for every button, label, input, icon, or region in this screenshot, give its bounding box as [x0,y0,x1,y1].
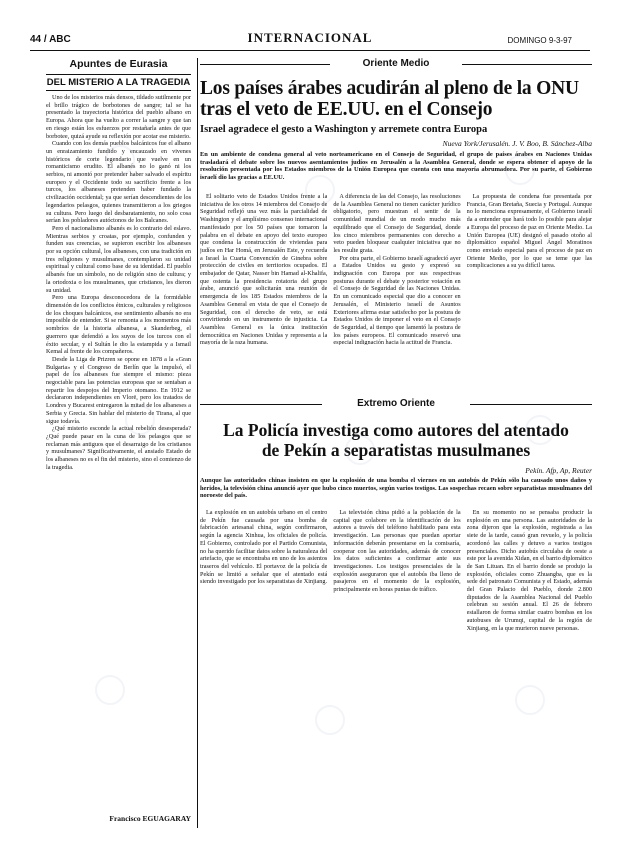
article1-column [333,193,460,345]
article2-column [467,509,592,807]
article1-headline: Los países árabes acudirán al pleno de la ONU tras el veto de EE.UU. en el Consejo [200,78,579,120]
page-number: 44 / ABC [30,34,71,45]
sidebar-paragraph: Uno de los misterios más densos, tildado sutilmente por el brillo trágico de borbotones de sangre; tal se ha presentado la trayectoria histórica del pueblo albano en Europa. Ahora que ha vuelto a correr la sangre y que tan en riesgo están los esfuerzos por restañarla antes de que borbotee, quizá ayude su reflexión por acotar ese misterio. [46,94,191,140]
article1-paragraph: La propuesta de condena fue presentada por Francia, Gran Bretaña, Suecia y Portugal. Aunque no lo menciona expresamente, el Gobierno israelí da a entender que hará todo lo posible para alejar a Europa del proceso de paz en Oriente Medio. La Unión Europea (UE) designó el pasado otoño al diplomático español Miguel Ángel Moratinos como enviado especial para el proceso de paz en Oriente Medio, por lo que se teme que las complicaciones a su ya difícil tarea. [466,193,592,270]
sidebar-body [46,94,191,812]
article2-paragraph: La explosión en un autobús urbano en el centro de Pekín fue causada por una bomba de fabricación artesanal china, según confirmaron, según la agencia Xinhua, los oficiales de policía. El Gobierno, controlado por el Partido Comunista, no ha querido facilitar datos sobre la naturaleza del artefacto, que se encontraba en uno de los asientos traseros del vehículo. El portavoz de la policía de Pekín se limitó a señalar que el atentado está siendo investigado por los separatistas de Xinjiang. [200,509,328,586]
sidebar-paragraph: Pero una Europa desconocedora de la formidable dimensión de los conflictos étnicos, culturales y religiosos de los choques balcánicos, ese sentimiento albanés no era imposible de entender. Si se remonta a los momentos más sombríos de la historia albanesa, a Skanderbeg, el guerrero que defendió a los suyos de los turcos con el éxito secular, y el Sultán le dio la estampida y a Ismail Kemal al frente de los compañeros. [46,294,191,356]
article2-paragraph: La televisión china pidió a la población de la capital que colabore en la identificación de los autores a través del teléfono habilitado para esta investigación. Las personas que puedan aportar información deberán presentarse en la comisaría, cooperar con las autoridades, además de conocer los datos suficientes a confirmar ante sus investigaciones. Los testigos presenciales de la explosión aseguraron que el autobús iba lleno de pasajeros en el momento de la explosión, principalmente en horas puntas de tráfico. [333,509,461,594]
sidebar-paragraph: Pero el nacionalismo albanés es lo contrario del eslavo. Mientras serbios y croatas, por ejemplo, confunden y funden sus creencias, se supieron escribir los albaneses por su opción cultural, los albaneses, con una tradición en tres religiones y musulmanes, contemplaron su unidad espiritual y cultural como base de su identidad. El pueblo albanés fue un símbolo, no de religión sino de cultura; y la ortodoxia o los musulmanes, que cristianos, les dieron su unidad. [46,224,191,294]
article2-column [333,509,460,807]
article1-column [467,193,592,345]
article2-paragraph: En su momento no se pensaba producir la explosión en una persona. Las autoridades de la zona dijeron que la explosión, registrada a las siete de la tarde, causó gran revuelo, y la policía acordonó las calles y detuvo a varios testigos presenciales. Dicho autobús circulaba de oeste a este por la avenida Xidan, en el barrio diplomático de San Lituan. En el barrio donde se produjo la explosión, oficiales como Zhuangba, que es la sede del patronato Comunista y el Estado, además del Gran Palacio del Pueblo, donde 2.800 diputados de la Asamblea Nacional del Pueblo celebran su sesión anual. El 26 de febrero estallaron de forma similar cuatro bombas en los autobuses de Urumqi, capital de la región de Xinjiang, en la que murieron nueve personas. [466,509,592,632]
kicker-rule-left [200,64,330,65]
kicker-rule-right [470,404,592,405]
kicker-rule-right [462,64,592,65]
issue-date: DOMINGO 9-3-97 [507,36,572,45]
article2-columns [200,509,592,807]
article1-column [200,193,327,345]
sidebar-kicker: Apuntes de Eurasia [69,58,168,70]
article2-kicker: Extremo Oriente [357,398,435,409]
article1-subhead: Israel agradece el gesto a Washington y arremete contra Europa [200,124,488,135]
sidebar-signature: Francisco EGUAGARAY [109,814,191,823]
sidebar-paragraph: Cuando con los demás pueblos balcánicos fue el albano un enraizamiento fundido y encauzado en vivenes históricos de corte legendario que vuelve en un romanticismo erudito. El albanés no lo ganó ni los serbios, ni amontó por pretender haber salvado el espíritu europeo y el Occidente todo su sacrificio frente a los turcos, los albaneses pretenden haber fundado la civilización occidental; ya que serían descendientes de los legendarios pelasgos, quienes transmitieron a los griegos su cultura. Pero luego del desbaratamiento, no solo cosa serían los pobladores autóctonos de los Balcanes. [46,140,191,225]
article1-lead: En un ambiente de condena general al veto norteamericano en el Consejo de Seguridad, el grupo de países árabes en Naciones Unidas trasladará el debate sobre los nuevos asentamientos judíos en Jerusalén a la Asamblea General, donde se espera obtener el apoyo de la resolución presentada por los Estados miembros de la Unión Europea que cuenta con una mayoría abrumadora. Por su parte, el Gobierno israelí dio las gracias a EE.UU. [200,151,592,181]
article2-byline: Pekín. Afp, Ap, Reuter [525,466,592,475]
sidebar-paragraph: ¿Qué misterio esconde la actual rebelión desesperada? ¿Qué puede pasar en la cuna de los pelasgos que se reclaman más antiguos que el desarraigo de los cristianos y musulmanes? Significativamente, el ansiado Estado de los albaneses no es el fin del misterio, sino el comienzo de la tragedia. [46,425,191,471]
article2-lead: Aunque las autoridades chinas insisten en que la explosión de una bomba el viernes en un autobús de Pekín sólo ha causado unos daños y heridos, la televisión china anunció ayer que hubo cinco muertos, según varios testigos. Las sospechas recaen sobre separatistas musulmanes del noroeste del país. [200,477,592,500]
article1-paragraph: A diferencia de las del Consejo, las resoluciones de la Asamblea General no tienen carácter jurídico obligatorio, pero muestran el sentir de la comunidad mundial de un modo mucho más equilibrado que el Consejo de Seguridad, donde los cinco miembros permanentes con derecho a veto pueden bloquear cualquier iniciativa que no les resulte grata. [333,193,461,254]
article-oriente-medio [200,58,592,374]
article1-byline: Nueva York/Jerusalén. J. V. Boo, B. Sánchez-Alba [442,139,592,148]
article2-column [200,509,327,807]
article1-paragraph: El solitario veto de Estados Unidos frente a la iniciativa de los otros 14 miembros del Consejo de Seguridad reflejó una vez más la parcialidad de Washington y el amplísimo consenso internacional manifestado por los 50 países que tomaron la palabra en el debate en apoyo del texto europeo que condena la construcción de viviendas para judíos en Har Homá, en Jerusalén Este, y recuerda a Israel la Cuarta Convención de Ginebra sobre protección de civiles en territorios ocupados. El embajador de Qatar, Nasser bin Hamad al-Khalifa, que ostenta la presidencia rotatoria del grupo árabe, anunció que solicitarán una reunión de emergencia de los 185 Estados miembros de la Asamblea General en vista de que el Consejo de Seguridad, con el derecho de veto, se está convirtiendo en un instrumento de injusticia. La Asamblea General es la única institución democrática en Naciones Unidas y representa a la mayoría de la raza humana. [200,193,328,345]
article1-paragraph: Por otra parte, el Gobierno israelí agradeció ayer a Estados Unidos su gesto y expresó su indignación con Europa por sus respectivas posturas durante el debate y posterior votación en el Consejo de Seguridad de las Naciones Unidas. En un comunicado especial que dio a conocer en Jerusalén, el Ministerio israelí de Asuntos Exteriores afirma estar satisfecho por la postura de Estados Unidos de imponer el veto en el Consejo de Seguridad, al tiempo que lamentó la postura de los países europeos. El comunicado reservó una especial indignación hacia la actitud de Francia. [333,254,461,345]
article1-columns [200,193,592,345]
sidebar-title: DEL MISTERIO A LA TRAGEDIA [46,74,191,91]
article-extremo-oriente [200,398,592,830]
sidebar-column [46,58,198,828]
header-rule [30,50,590,51]
sidebar-paragraph: Desde la Liga de Prizren se opone en 1878 a la «Gran Bulgaria» y el Congreso de Berlín que la impulsó, el papel de los albaneses fue siempre el mismo: pieza negociable para las potencias europeas que se sentaban a repartir los despojos del Imperio otomano. En 1912 se declararon independientes en Vlorë, pero los tratados de Londres y Bucarest entregaron la mitad de los albaneses a Serbia y Grecia. Sin hablar del misterio de Tirana, al que sigue todavía. [46,355,191,425]
article2-headline: La Policía investiga como autores del atentado de Pekín a separatistas musulmanes [223,420,569,460]
page-header [30,8,590,50]
kicker-rule-left [200,404,322,405]
section-title: INTERNACIONAL [247,30,373,45]
article1-kicker: Oriente Medio [362,58,430,69]
